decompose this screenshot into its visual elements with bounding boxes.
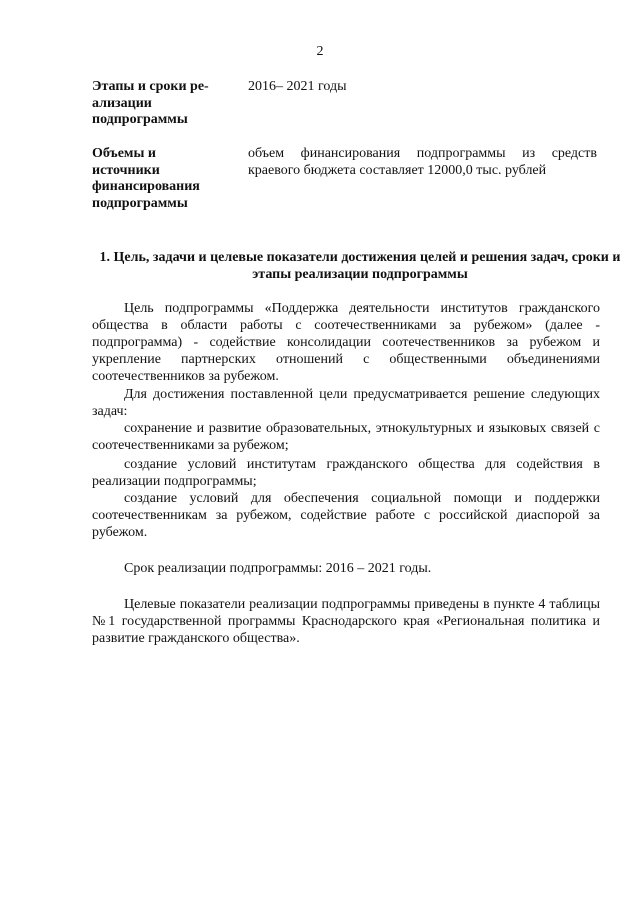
passport-label-funding: Объемы и источники финансирования подпрограммы (92, 146, 200, 211)
paragraph-indicators: Целевые показатели реализации подпрограммы приведены в пункте 4 таблицы №1 государственной программы Краснодарского края «Региональная политика и развитие гражданского общества». (92, 597, 600, 646)
paragraph-tasks-intro: Для достижения поставленной цели предусматривается решение следующих задач: (92, 387, 600, 419)
paragraph-task-2: создание условий институтам гражданского общества для содействия в реализации подпрограммы; (92, 457, 600, 489)
paragraph-goal: Цель подпрограммы «Поддержка деятельности институтов гражданского общества в области работы с соотечественниками за рубежом» (далее - подпрограмма) - содействие консолидации соотечественников за рубежом и укрепление партнерских отношений с общественными объединениями соотечественников за рубежом. (92, 301, 600, 384)
passport-value-funding: объем финансирования подпрограммы из средств краевого бюджета составляет 12000,0 тыс. рублей (248, 146, 597, 178)
paragraph-task-3: создание условий для обеспечения социальной помощи и поддержки соотечественникам за рубежом, содействие работе с российской диаспорой за рубежом. (92, 491, 600, 540)
paragraph-timeline: Срок реализации подпрограммы: 2016 – 2021 годы. (124, 561, 432, 576)
passport-label-stages: Этапы и сроки ре- ализации подпрограммы (92, 79, 209, 127)
paragraph-task-1: сохранение и развитие образовательных, этнокультурных и языковых связей с соотечественниками за рубежом; (92, 421, 600, 453)
section-heading: 1. Цель, задачи и целевые показатели достижения целей и решения задач, сроки и этапы реализации подпрограммы (99, 250, 621, 282)
passport-value-stages: 2016– 2021 годы (248, 79, 347, 94)
page-number: 2 (316, 44, 324, 59)
